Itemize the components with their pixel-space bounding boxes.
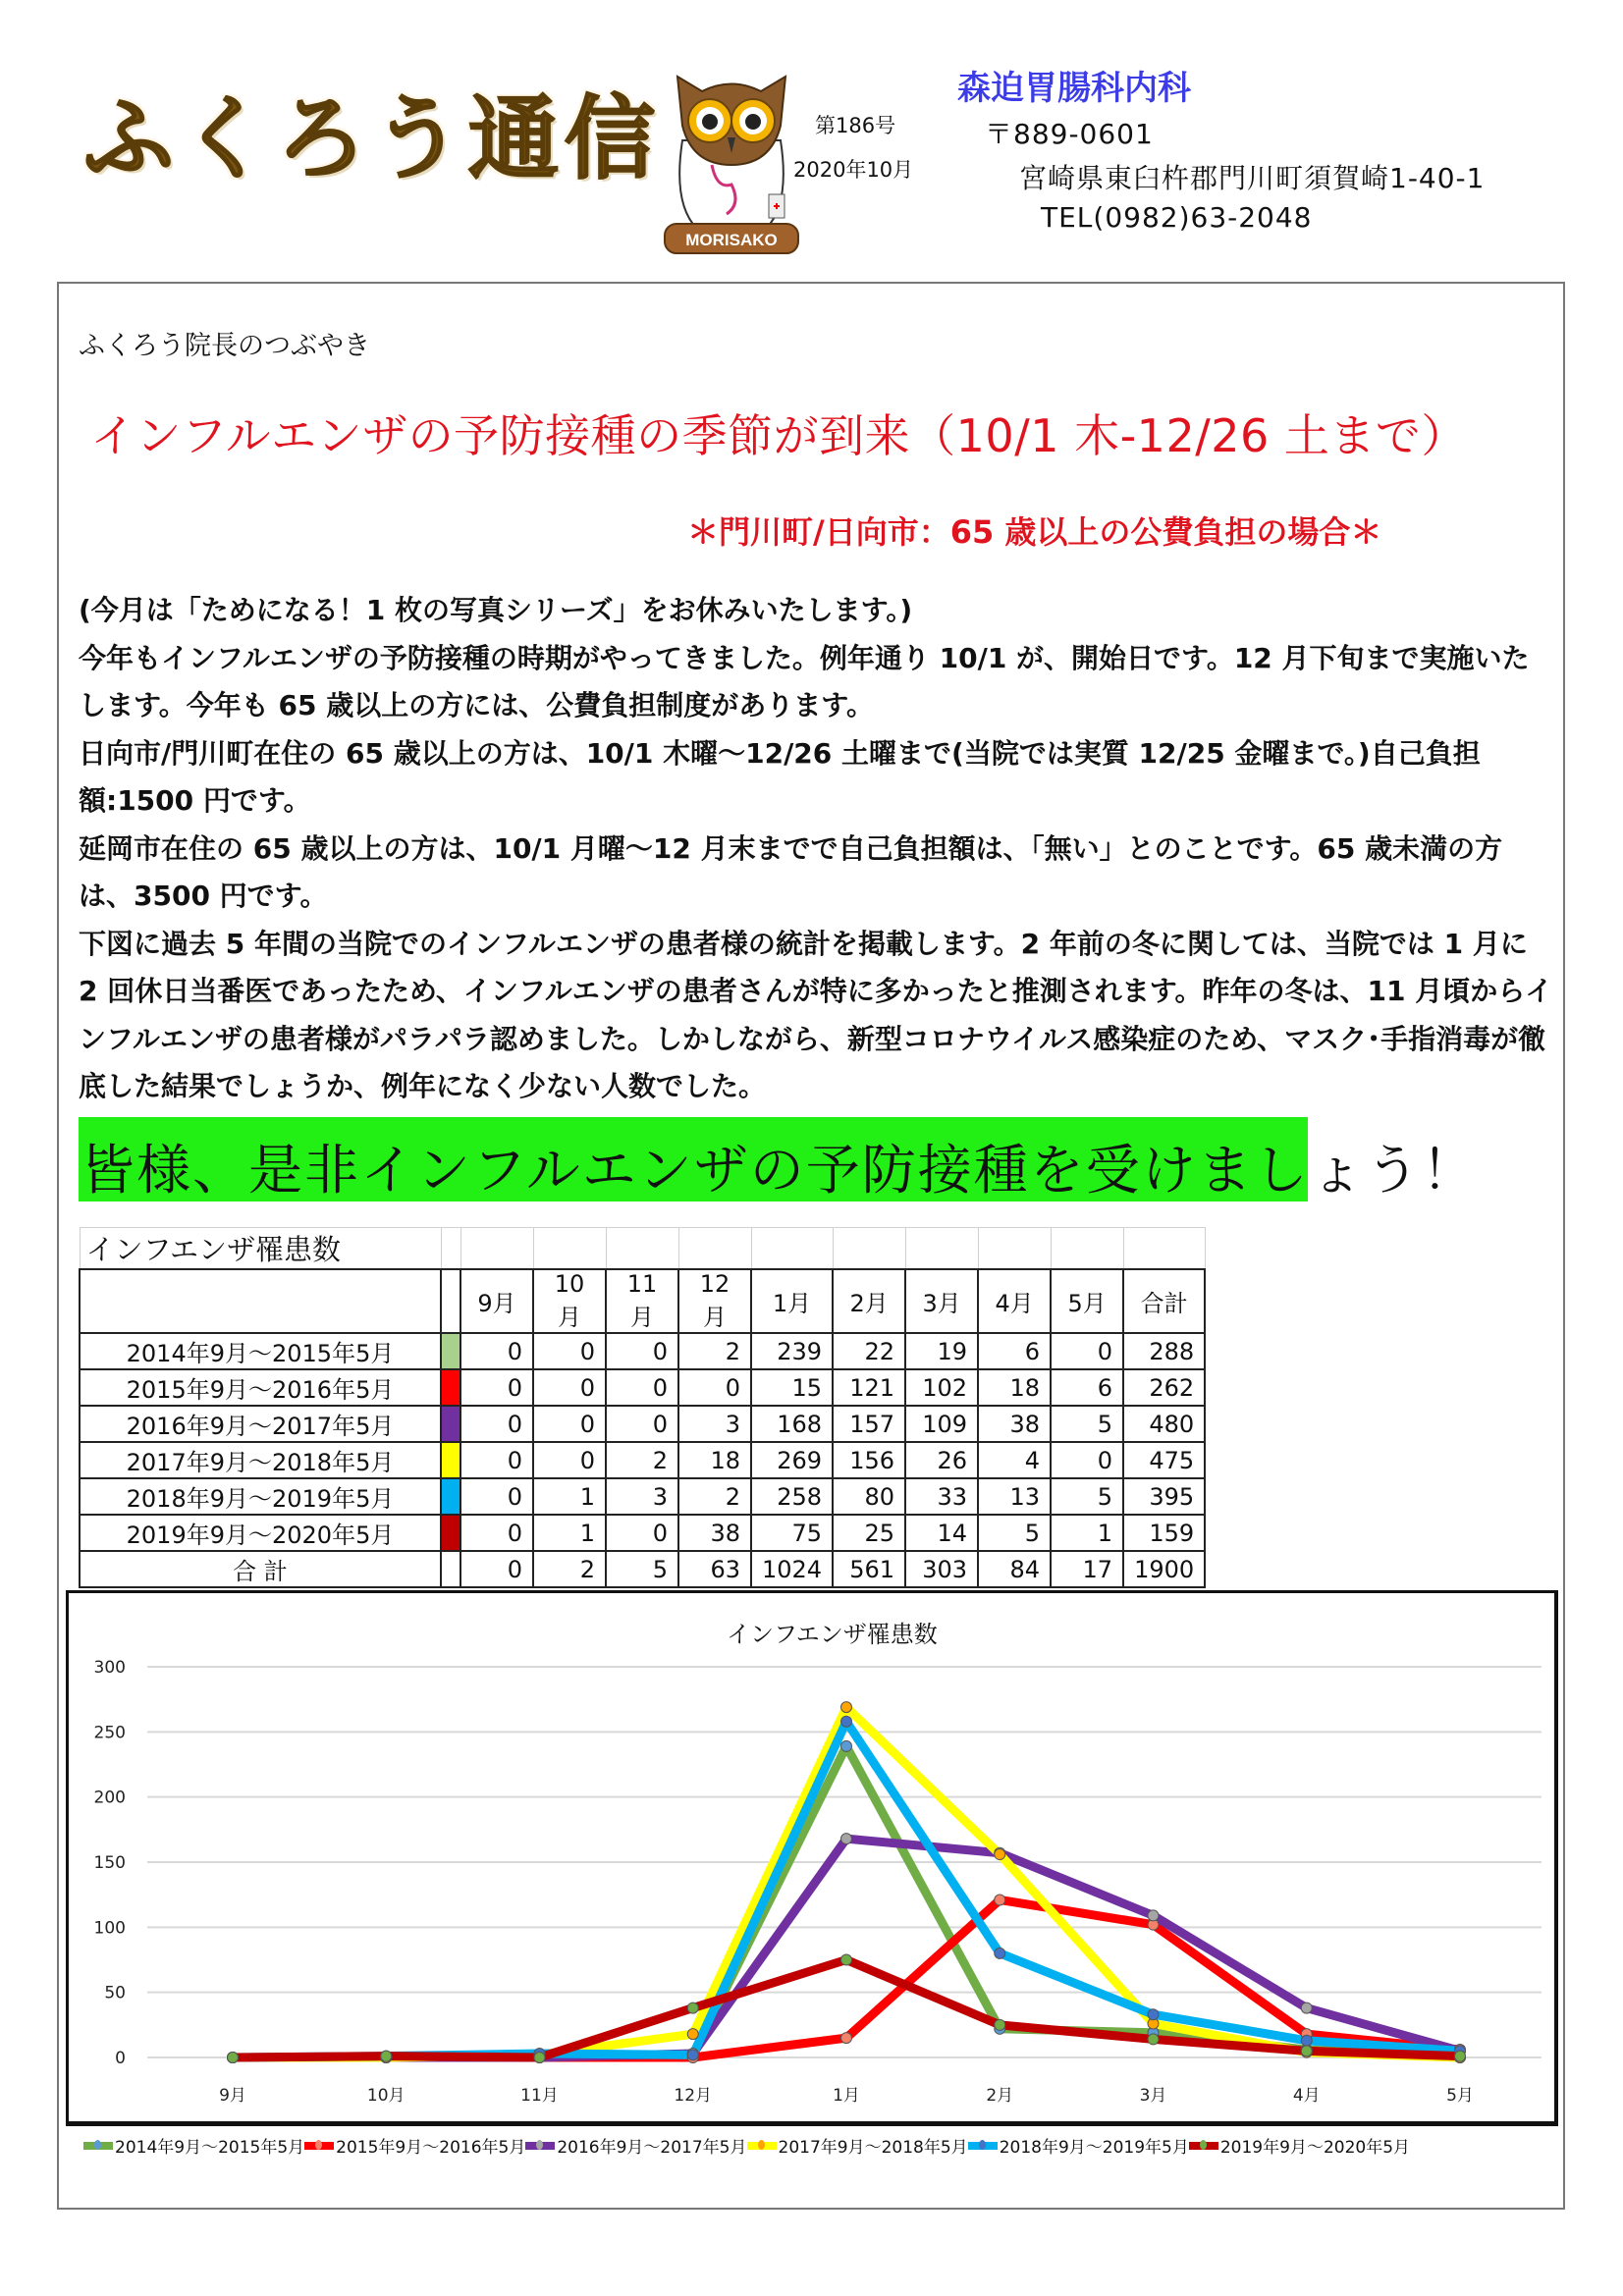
table-cell: 269 — [751, 1442, 833, 1478]
table-cell: 0 — [533, 1406, 606, 1442]
data-point — [1301, 2035, 1312, 2046]
table-cell: 0 — [533, 1369, 606, 1406]
table-cell: 17 — [1051, 1551, 1123, 1587]
body-paragraph: 延岡市在住の 65 歳以上の方は、10/1 月曜～12 月末までで自己負担額は、「無い」とのことです。65 歳未満の方は、3500 円です。 — [79, 831, 1503, 912]
data-point — [841, 1834, 852, 1844]
y-tick-label: 50 — [104, 1983, 126, 2003]
owl-badge-label: MORISAKO — [685, 231, 778, 249]
column-header: 11月 — [606, 1269, 678, 1333]
column-header: 合計 — [1123, 1269, 1205, 1333]
data-point — [841, 1740, 852, 1751]
table-cell: 25 — [833, 1515, 905, 1551]
data-point — [228, 2053, 239, 2063]
table-cell: 1 — [533, 1478, 606, 1515]
table-cell: 3 — [606, 1478, 678, 1515]
table-cell: 157 — [833, 1406, 905, 1442]
table-cell: 0 — [460, 1333, 533, 1369]
column-header: 2月 — [833, 1269, 905, 1333]
table-cell: 19 — [905, 1333, 978, 1369]
table-cell: 288 — [1123, 1333, 1205, 1369]
table-cell: 561 — [833, 1551, 905, 1587]
table-cell: 84 — [978, 1551, 1051, 1587]
data-point — [1148, 2034, 1159, 2045]
data-point — [841, 2033, 852, 2044]
table-cell: 258 — [751, 1478, 833, 1515]
table-cell: 6 — [1051, 1369, 1123, 1406]
column-header: 1月 — [751, 1269, 833, 1333]
table-cell: 5 — [978, 1515, 1051, 1551]
series-line — [233, 1707, 1460, 2057]
column-header: 5月 — [1051, 1269, 1123, 1333]
chart-legend — [83, 2133, 1410, 2158]
y-tick-label: 100 — [93, 1918, 126, 1939]
table-cell: 18 — [678, 1442, 751, 1478]
x-tick-label: 11月 — [520, 2086, 559, 2106]
table-cell: 0 — [606, 1515, 678, 1551]
table-cell: 0 — [1051, 1333, 1123, 1369]
table-cell: 480 — [1123, 1406, 1205, 1442]
table-cell: 33 — [905, 1478, 978, 1515]
table-cell: 262 — [1123, 1369, 1205, 1406]
table-cell: 121 — [833, 1369, 905, 1406]
table-cell: 75 — [751, 1515, 833, 1551]
table-cell: 63 — [678, 1551, 751, 1587]
data-point — [841, 1954, 852, 1965]
table-cell: 15 — [751, 1369, 833, 1406]
table-cell: 14 — [905, 1515, 978, 1551]
data-point — [995, 1948, 1005, 1958]
legend-line-marker-icon — [304, 2142, 334, 2150]
table-cell: 0 — [460, 1406, 533, 1442]
data-point — [841, 1702, 852, 1713]
y-tick-label: 300 — [93, 1658, 126, 1678]
legend-item — [525, 2133, 746, 2158]
x-tick-label: 1月 — [833, 2086, 860, 2106]
table-cell: 0 — [1051, 1442, 1123, 1478]
row-label: 合 計 — [80, 1551, 441, 1587]
table-cell: 2 — [606, 1442, 678, 1478]
legend-item — [83, 2133, 304, 2158]
call-to-action-text: 皆様、是非インフルエンザの予防接種を受けましょう！ — [81, 1139, 1478, 1201]
legend-item — [968, 2133, 1189, 2158]
x-tick-label: 3月 — [1139, 2086, 1167, 2106]
table-cell: 159 — [1123, 1515, 1205, 1551]
row-label: 2018年9月～2019年5月 — [80, 1478, 441, 1515]
legend-line-marker-icon — [747, 2142, 777, 2150]
data-point — [1455, 2051, 1466, 2061]
legend-label: 2014年9月～2015年5月 — [115, 2138, 305, 2158]
table-cell: 13 — [978, 1478, 1051, 1515]
table-cell: 156 — [833, 1442, 905, 1478]
x-tick-label: 12月 — [674, 2086, 713, 2106]
row-label: 2015年9月～2016年5月 — [80, 1369, 441, 1406]
legend-item — [304, 2133, 525, 2158]
table-cell: 5 — [606, 1551, 678, 1587]
table-cell: 0 — [606, 1406, 678, 1442]
newsletter-logo-title: ふくろう通信 — [83, 85, 662, 191]
table-cell: 2 — [678, 1333, 751, 1369]
body-paragraph: 日向市/門川町在住の 65 歳以上の方は、10/1 木曜～12/26 土曜まで(当院では実質 12/25 金曜まで。)自己負担額:1500 円です。 — [79, 736, 1481, 817]
table-cell: 1 — [533, 1515, 606, 1551]
x-tick-label: 2月 — [986, 2086, 1014, 2106]
y-tick-label: 0 — [115, 2049, 126, 2068]
x-tick-label: 5月 — [1446, 2086, 1474, 2106]
table-cell: 239 — [751, 1333, 833, 1369]
data-point — [1148, 2009, 1159, 2020]
table-cell: 109 — [905, 1406, 978, 1442]
table-cell: 1024 — [751, 1551, 833, 1587]
table-cell: 0 — [460, 1369, 533, 1406]
data-point — [995, 1895, 1005, 1905]
body-paragraph: (今月は「ためになる！1 枚の写真シリーズ」をお休みいたします。) — [79, 594, 913, 626]
column-header: 4月 — [978, 1269, 1051, 1333]
table-cell: 0 — [606, 1369, 678, 1406]
issue-number: 第186号 — [815, 114, 896, 137]
table-cell: 38 — [978, 1406, 1051, 1442]
clinic-name: 森迫胃腸科内科 — [957, 69, 1191, 108]
legend-item — [1189, 2133, 1410, 2158]
data-point — [995, 1849, 1005, 1860]
clinic-phone: TEL(0982)63-2048 — [1041, 201, 1313, 234]
row-label: 2016年9月～2017年5月 — [80, 1406, 441, 1442]
data-point — [381, 2051, 392, 2061]
table-cell: 6 — [978, 1333, 1051, 1369]
table-cell: 5 — [1051, 1478, 1123, 1515]
row-label: 2019年9月～2020年5月 — [80, 1515, 441, 1551]
data-point — [1301, 2046, 1312, 2056]
table-cell: 168 — [751, 1406, 833, 1442]
table-cell: 1 — [1051, 1515, 1123, 1551]
chart-title: インフエンザ罹患数 — [727, 1621, 938, 1648]
column-header: 10月 — [533, 1269, 606, 1333]
table-cell: 22 — [833, 1333, 905, 1369]
table-cell: 0 — [533, 1333, 606, 1369]
table-cell: 102 — [905, 1369, 978, 1406]
body-paragraph: 下図に過去 5 年間の当院でのインフルエンザの患者様の統計を掲載します。2 年前の冬に関しては、当院では 1 月に 2 回休日当番医であったため、インフルエンザの患者さんが特に多かったと推測されます。昨年の冬は、11 月頃からインフルエンザの患者様がパラパラ認めました。しかしながら、新型コロナウイルス感染症のため、マスク･手指消毒が徹底した結果でしょうか、例年になく少ない人数でした。 — [79, 927, 1553, 1102]
table-cell: 0 — [460, 1551, 533, 1587]
table-cell: 26 — [905, 1442, 978, 1478]
data-point — [841, 1716, 852, 1727]
x-tick-label: 4月 — [1292, 2086, 1321, 2106]
legend-line-marker-icon — [1189, 2142, 1218, 2150]
data-point — [534, 2053, 545, 2063]
table-cell: 0 — [533, 1442, 606, 1478]
x-tick-label: 10月 — [366, 2086, 406, 2106]
section-label: ふくろう院長のつぶやき — [79, 331, 370, 361]
issue-date: 2020年10月 — [793, 158, 914, 182]
table-cell: 303 — [905, 1551, 978, 1587]
legend-item — [747, 2133, 968, 2158]
table-cell: 3 — [678, 1406, 751, 1442]
article-subhead: ＊門川町/日向市：65 歳以上の公費負担の場合＊ — [687, 513, 1382, 551]
table-cell: 1900 — [1123, 1551, 1205, 1587]
table-cell: 80 — [833, 1478, 905, 1515]
y-tick-label: 150 — [93, 1853, 126, 1873]
table-cell: 0 — [606, 1333, 678, 1369]
table-cell: 2 — [533, 1551, 606, 1587]
column-header: 3月 — [905, 1269, 978, 1333]
legend-label: 2016年9月～2017年5月 — [557, 2138, 747, 2158]
data-point — [687, 2050, 698, 2060]
column-header: 12月 — [678, 1269, 751, 1333]
table-title: インフエンザ罹患数 — [80, 1228, 441, 1270]
table-cell: 5 — [1051, 1406, 1123, 1442]
table-cell: 0 — [460, 1478, 533, 1515]
data-point — [995, 2019, 1005, 2030]
body-paragraph: 今年もインフルエンザの予防接種の時期がやってきました。例年通り 10/1 が、開始日です。12 月下旬まで実施いたします。今年も 65 歳以上の方には、公費負担制度があります。 — [79, 641, 1530, 721]
table-cell: 2 — [678, 1478, 751, 1515]
table-cell: 38 — [678, 1515, 751, 1551]
legend-line-marker-icon — [525, 2142, 555, 2150]
x-tick-label: 9月 — [219, 2086, 246, 2106]
legend-line-marker-icon — [83, 2142, 113, 2150]
data-point — [1148, 1910, 1159, 1921]
legend-line-marker-icon — [968, 2142, 998, 2150]
data-point — [687, 2029, 698, 2040]
legend-label: 2019年9月～2020年5月 — [1219, 2138, 1411, 2158]
table-cell: 18 — [978, 1369, 1051, 1406]
y-tick-label: 200 — [93, 1788, 126, 1808]
table-cell: 0 — [678, 1369, 751, 1406]
clinic-address: 宮崎県東臼杵郡門川町須賀崎1-40-1 — [1019, 162, 1486, 194]
table-cell: 0 — [460, 1515, 533, 1551]
table-cell: 475 — [1123, 1442, 1205, 1478]
table-cell: 395 — [1123, 1478, 1205, 1515]
table-cell: 0 — [460, 1442, 533, 1478]
row-label: 2014年9月～2015年5月 — [80, 1333, 441, 1369]
data-point — [1301, 2002, 1312, 2013]
article-headline: インフルエンザの予防接種の季節が到来（10/1 木-12/26 土まで） — [90, 409, 1467, 462]
data-point — [687, 2002, 698, 2013]
table-cell: 4 — [978, 1442, 1051, 1478]
series-line — [233, 1839, 1460, 2057]
legend-label: 2017年9月～2018年5月 — [778, 2138, 968, 2158]
column-header: 9月 — [460, 1269, 533, 1333]
postal-code: 〒889-0601 — [985, 118, 1154, 150]
y-tick-label: 250 — [93, 1723, 126, 1743]
legend-label: 2015年9月～2016年5月 — [336, 2138, 526, 2158]
legend-label: 2018年9月～2019年5月 — [999, 2138, 1189, 2158]
row-label: 2017年9月～2018年5月 — [80, 1442, 441, 1478]
